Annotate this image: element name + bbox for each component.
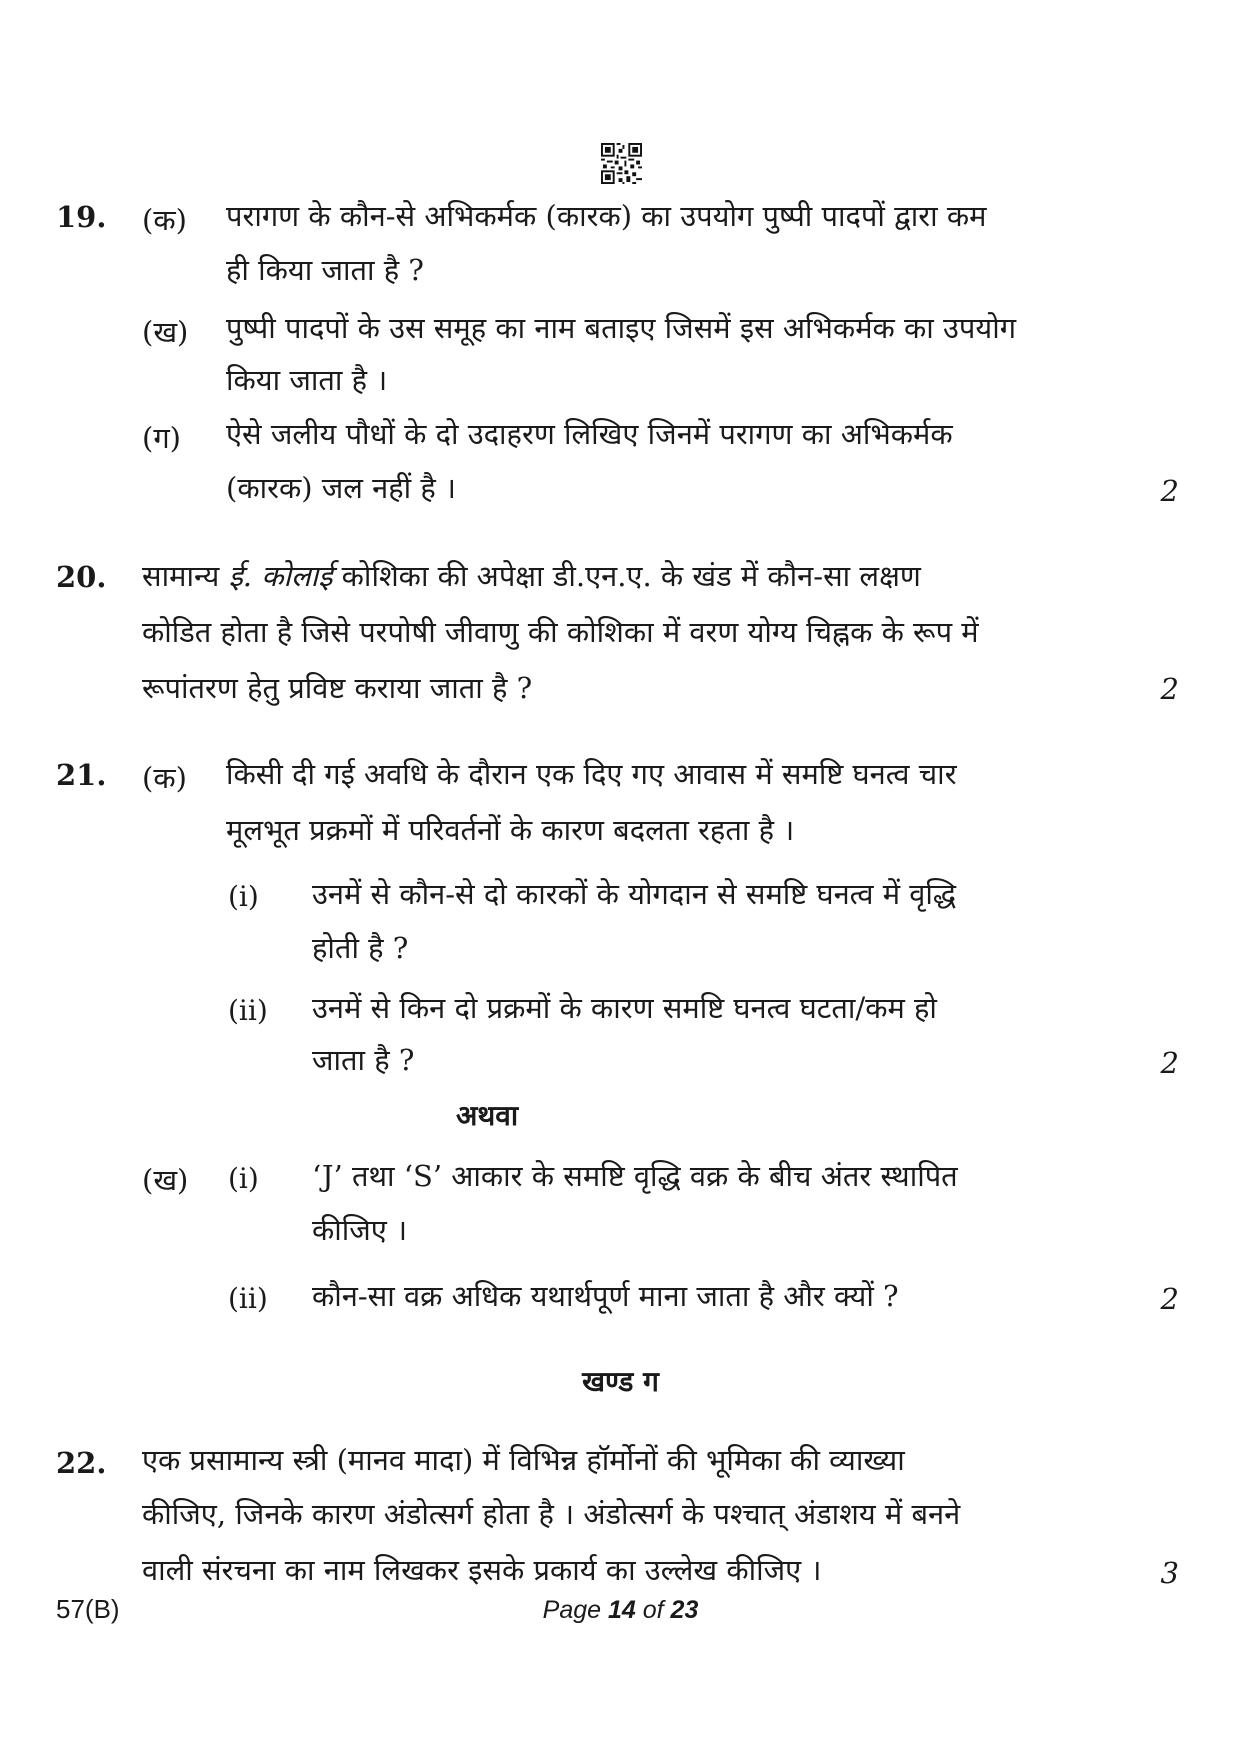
- marks: 2: [1160, 1282, 1179, 1316]
- part-label: (ख): [142, 1163, 189, 1197]
- question-text: मूलभूत प्रक्रमों में परिवर्तनों के कारण बदलता रहता है ।: [226, 813, 795, 847]
- question-text: कीजिए ।: [312, 1213, 408, 1247]
- question-text: परागण के कौन-से अभिकर्मक (कारक) का उपयोग पुष्पी पादपों द्वारा कम: [226, 199, 987, 233]
- question-text: रूपांतरण हेतु प्रविष्ट कराया जाता है ?: [142, 671, 533, 705]
- question-text: एक प्रसामान्य स्त्री (मानव मादा) में विभिन्न हॉर्मोनों की भूमिका की व्याख्या: [142, 1443, 905, 1477]
- subpart-label: (ii): [228, 1282, 268, 1315]
- question-text: कौन-सा वक्र अधिक यथार्थपूर्ण माना जाता है और क्यों ?: [312, 1279, 899, 1313]
- question-text: ‘J’ तथा ‘S’ आकार के समष्टि वृद्धि वक्र के बीच अंतर स्थापित: [312, 1159, 958, 1193]
- marks: 2: [1160, 672, 1179, 706]
- question-text: किसी दी गई अवधि के दौरान एक दिए गए आवास में समष्टि घनत्व चार: [226, 757, 957, 791]
- marks: 2: [1160, 1046, 1179, 1080]
- question-number: 19.: [56, 200, 107, 234]
- question-text: सामान्य ई. कोलाई कोशिका की अपेक्षा डी.एन.ए. के खंड में कौन-सा लक्षण: [142, 559, 921, 593]
- question-number: 22.: [56, 1446, 107, 1480]
- page-number: Page 14 of 23: [542, 1596, 699, 1624]
- question-text: ही किया जाता है ?: [226, 253, 424, 287]
- subpart-label: (i): [228, 1162, 259, 1195]
- question-text: (कारक) जल नहीं है ।: [226, 471, 456, 505]
- question-text: कीजिए, जिनके कारण अंडोत्सर्ग होता है । अंडोत्सर्ग के पश्चात् अंडाशय में बनने: [142, 1497, 961, 1531]
- part-label: (ग): [142, 421, 181, 455]
- or-separator: अथवा: [456, 1099, 519, 1132]
- subpart-label: (i): [228, 880, 259, 913]
- part-label: (ख): [142, 315, 189, 349]
- question-text: वाली संरचना का नाम लिखकर इसके प्रकार्य का उल्लेख कीजिए ।: [142, 1553, 822, 1587]
- section-title: खण्ड ग: [582, 1365, 659, 1398]
- subpart-label: (ii): [228, 994, 268, 1027]
- question-text: कोडित होता है जिसे परपोषी जीवाणु की कोशिका में वरण योग्य चिह्नक के रूप में: [142, 615, 979, 649]
- question-text: ऐसे जलीय पौधों के दो उदाहरण लिखिए जिनमें परागण का अभिकर्मक: [226, 417, 953, 451]
- qr-code-icon: [601, 143, 642, 184]
- paper-code: 57(B): [56, 1594, 120, 1624]
- part-label: (क): [142, 203, 187, 237]
- part-label: (क): [142, 761, 187, 795]
- marks: 3: [1160, 1556, 1179, 1590]
- question-text: किया जाता है ।: [226, 363, 388, 397]
- marks: 2: [1160, 474, 1179, 508]
- question-text: पुष्पी पादपों के उस समूह का नाम बताइए जिसमें इस अभिकर्मक का उपयोग: [226, 311, 1017, 345]
- question-number: 20.: [56, 560, 107, 594]
- question-text: होती है ?: [312, 931, 409, 965]
- question-number: 21.: [56, 758, 107, 792]
- question-text: उनमें से कौन-से दो कारकों के योगदान से समष्टि घनत्व में वृद्धि: [312, 877, 957, 911]
- question-text: जाता है ?: [312, 1043, 415, 1077]
- question-text: उनमें से किन दो प्रक्रमों के कारण समष्टि घनत्व घटता/कम हो: [312, 991, 937, 1025]
